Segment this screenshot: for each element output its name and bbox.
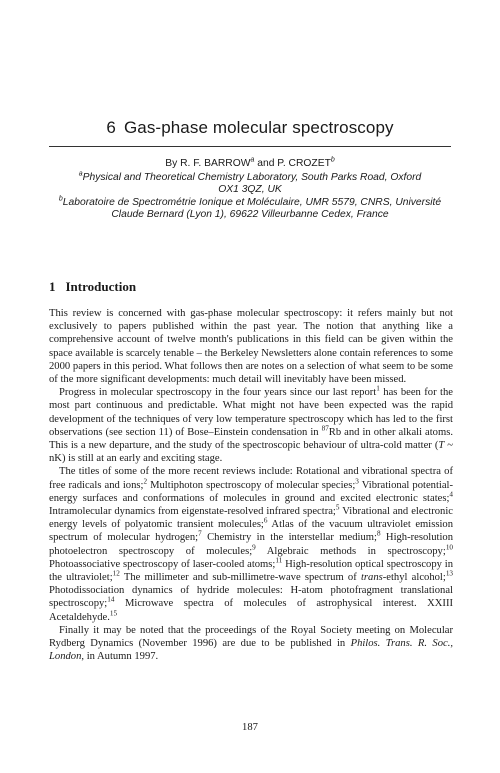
ref-5[interactable]: 5 <box>335 503 340 512</box>
body-text <box>49 307 453 663</box>
ref-15[interactable]: 15 <box>109 609 118 618</box>
ref-11[interactable]: 11 <box>275 556 283 565</box>
trans-prefix: trans <box>360 572 383 584</box>
section-number: 1 <box>49 279 56 294</box>
paragraph-2: Progress in molecular spectroscopy in the four years since our last report$^1$ has been for the most part continuous and predictable. What might not have been expected was the rapid development of the techniques of very low temperature spectroscopy which has led to the first observations (see section 11) of Bose–Einstein condensation in $^{87}$Rb and in other alkali atoms. This is a new departure, and the study of the spectroscopic behaviour of ultra-cold matter (T ~ nK) is still at an early and exciting stage. <box>49 384 453 465</box>
affiliation-b <box>40 197 460 222</box>
author-line <box>0 158 500 169</box>
author-conjunction: and <box>254 158 278 169</box>
affiliation-b-line2: Claude Bernard (Lyon 1), 69622 Villeurbanne Cedex, France <box>111 209 389 221</box>
affiliation-b-mark: b <box>58 195 63 203</box>
author-2: P. CROZET <box>277 158 331 169</box>
ref-14[interactable]: 14 <box>107 595 115 604</box>
isotope-element: Rb <box>328 426 342 438</box>
ref-13[interactable]: 13 <box>445 569 453 578</box>
paragraph-4: Finally it may be noted that the proceedings of the Royal Society meeting on Molecular Rydberg Dynamics (November 1996) are due to be published in Philos. Trans. R. Soc., London, in Autumn 1997. <box>49 624 453 663</box>
paragraph-3: The titles of some of the more recent reviews include: Rotational and vibrational spectra of free radicals and ions;$^2$ Multiphoton spectroscopy of molecular species;$^3$ Vibrational potential-energy surfaces and conformations of molecules in ground and excited electronic states;$^4$ Intramolecular dynamics from eigenstate-resolved infrared spectra;$^5$ Vibrational and electronic energy levels of polyatomic transient molecules;$^6$ Atlas of the vacuum ultraviolet emission spectrum of molecular hydrogen;$^7$ Chemistry in the interstellar medium;$^8$ High-resolution photoelectron spectroscopy of molecules;$^9$ Algebraic methods in spectroscopy;$^{10}$ Photoassociative spectroscopy of laser-cooled atoms;$^{11}$ High-resolution optical spectroscopy in the ultraviolet;$^{12}$ The millimeter and sub-millimetre-wave spectrum of trans-ethyl alcohol;$^{13}$ Photodissociation dynamics of hydride molecules: H-atom photofragment translational spectroscopy;$^{14}$ Microwave spectra of molecules of astrophysical interest. XXIII Acetaldehyde.$^{15}$ <box>49 466 454 623</box>
affiliation-b-line1: Laboratoire de Spectrométrie Ionique et Moléculaire, UMR 5579, CNRS, Université <box>62 197 442 208</box>
title-rule <box>49 146 451 147</box>
author-prefix: By <box>165 158 181 169</box>
ref-9[interactable]: 9 <box>252 543 256 552</box>
ref-6[interactable]: 6 <box>263 516 268 525</box>
journal-title: Philos. Trans. R. Soc., London <box>49 638 453 663</box>
affiliation-a-line1: Physical and Theoretical Chemistry Laboratory, South Parks Road, Oxford <box>82 172 422 183</box>
chapter-number: 6 <box>106 118 116 137</box>
paragraph-1: This review is concerned with gas-phase molecular spectroscopy: it refers mainly but not exclusively to papers published within the past year. The notion that anything like a comprehensive account of twelve month's publications in this field can be given within the space available is scarcely tenable – the Berkeley Newsletters alone contain references to some 2000 papers in this period. What follows then are notes on a selection of what seem to be some of the more significant developments: much detail will inevitably have been missed. <box>49 308 453 386</box>
affiliation-a-line2: OX1 3QZ, UK <box>218 184 282 196</box>
ref-2[interactable]: 2 <box>143 477 148 486</box>
ref-4[interactable]: 4 <box>449 490 453 499</box>
section-title: Introduction <box>65 279 137 294</box>
isotope-mass: 87 <box>321 424 329 433</box>
chapter-title-text: Gas-phase molecular spectroscopy <box>123 118 394 137</box>
chapter-title <box>0 118 500 138</box>
ref-10[interactable]: 10 <box>445 543 453 552</box>
ref-12[interactable]: 12 <box>112 569 120 578</box>
ref-3[interactable]: 3 <box>355 477 359 486</box>
ref-1[interactable]: 1 <box>376 384 380 393</box>
author-2-affil-mark: b <box>330 156 335 164</box>
ref-8[interactable]: 8 <box>376 529 381 538</box>
affiliation-a <box>40 172 460 197</box>
author-1-affil-mark: a <box>250 156 255 164</box>
temperature-symbol: T <box>438 440 445 452</box>
ref-7[interactable]: 7 <box>198 529 202 538</box>
section-heading <box>49 279 136 295</box>
affiliation-a-mark: a <box>78 170 83 178</box>
author-1: R. F. BARROW <box>180 158 251 169</box>
page-number: 187 <box>242 722 258 733</box>
